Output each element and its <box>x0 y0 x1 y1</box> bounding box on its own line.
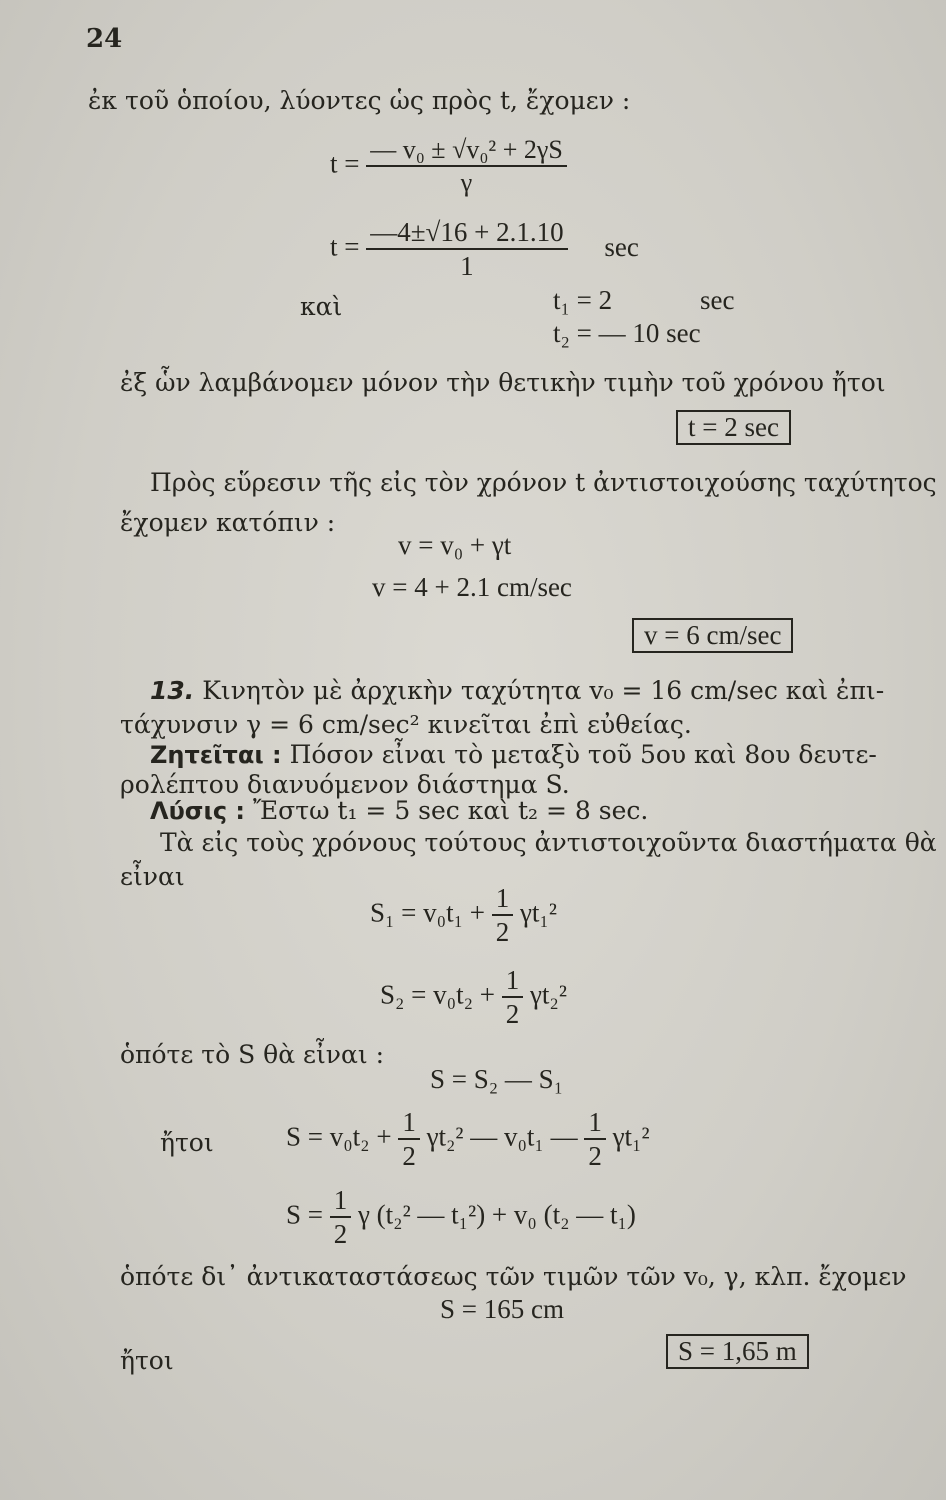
problem-line-1 <box>150 676 884 705</box>
result-v-box: v = 6 cm/sec <box>632 618 793 653</box>
equation-part-1: S = v₀t₂ + <box>286 1121 392 1152</box>
positive-value-line: ἐξ ὧν λαμβάνομεν μόνον τὴν θετικὴν τιμὴν τοῦ χρόνου ἤτοι <box>120 368 886 397</box>
problem-number: 13. <box>150 676 195 705</box>
equation-part-3: γt₁² <box>612 1121 650 1152</box>
spaces-line-2: εἶναι <box>120 862 185 891</box>
problem-text-1: Κινητὸν μὲ ἀρχικὴν ταχύτητα v₀ = 16 cm/sec καὶ ἐπι- <box>202 676 885 705</box>
equation-part-2: γt₂² — v₀t₁ — <box>426 1121 578 1152</box>
fraction-numerator: 1 <box>330 1186 352 1218</box>
problem-line-2: τάχυνσιν γ = 6 cm/sec² κινεῖται ἐπὶ εὐθείας. <box>120 710 692 739</box>
question-line-2: ρολέπτου διανυόμενον διάστημα S. <box>120 770 570 799</box>
intro-line: ἐκ τοῦ ὁποίου, λύοντες ὡς πρὸς t, ἔχομεν : <box>88 86 631 115</box>
fraction-half <box>584 1108 606 1171</box>
spaces-line-1: Τὰ εἰς τοὺς χρόνους τούτους ἀντιστοιχοῦντα διαστήματα θὰ <box>160 828 937 857</box>
equation-s-difference: S = S₂ — S₁ <box>430 1064 564 1094</box>
question-line-1 <box>150 740 877 769</box>
fraction-numerator: — v₀ ± √v₀² + 2γS <box>366 136 567 167</box>
equation-s2 <box>380 966 567 1029</box>
equation-s-expanded <box>286 1108 650 1171</box>
fraction <box>366 136 567 197</box>
equation-rhs: γt₁² <box>519 897 557 928</box>
velocity-intro-line-2: ἔχομεν κατόπιν : <box>120 508 336 537</box>
itoi-label-1: ἤτοι <box>160 1128 214 1157</box>
page-number: 24 <box>86 24 123 54</box>
t1-equation: t₁ = 2 <box>553 285 613 315</box>
fraction-half <box>398 1108 420 1171</box>
fraction-numerator: —4±√16 + 2.1.10 <box>366 218 567 250</box>
fraction-numerator: 1 <box>492 884 514 916</box>
fraction-numerator: 1 <box>584 1108 606 1140</box>
fraction-half <box>502 966 524 1029</box>
equation-v-general: v = v₀ + γt <box>398 530 512 560</box>
solution-text: Ἔστω t₁ = 5 sec καὶ t₂ = 8 sec. <box>252 796 649 825</box>
equation-lhs: S₂ = v₀t₂ + <box>380 979 495 1010</box>
itoi-label-2: ἤτοι <box>120 1346 174 1375</box>
fraction-denominator: 2 <box>495 917 510 948</box>
fraction-denominator: 1 <box>460 251 474 282</box>
fraction-denominator: 2 <box>588 1141 602 1172</box>
unit-label: sec <box>604 231 639 262</box>
fraction-denominator: γ <box>460 168 473 198</box>
fraction-half <box>492 884 514 947</box>
fraction-numerator: 1 <box>502 966 524 998</box>
solution-label: Λύσις : <box>150 797 246 825</box>
equation-part-1: S = <box>286 1199 323 1230</box>
equation-t-numeric <box>330 218 639 281</box>
kai-label: καὶ <box>300 292 343 321</box>
t1-unit: sec <box>700 285 735 315</box>
question-label: Ζητεῖται : <box>150 741 282 769</box>
equation-lhs: t = <box>330 148 360 179</box>
fraction-numerator: 1 <box>398 1108 420 1140</box>
fraction-denominator: 2 <box>402 1141 416 1172</box>
equation-v-numeric: v = 4 + 2.1 cm/sec <box>372 572 572 602</box>
opote-line: ὁπότε τὸ S θὰ εἶναι : <box>120 1040 385 1069</box>
solution-line <box>150 796 648 825</box>
result-t-box: t = 2 sec <box>676 410 791 445</box>
equation-t-general <box>330 136 567 197</box>
fraction <box>366 218 567 281</box>
fraction-half <box>330 1186 352 1249</box>
equation-s-factored <box>286 1186 636 1249</box>
velocity-intro-line-1: Πρὸς εὕρεσιν τῆς εἰς τὸν χρόνον t ἀντιστοιχούσης ταχύτητος <box>150 468 937 497</box>
t2-equation: t₂ = — 10 sec <box>553 318 701 348</box>
equation-s-cm: S = 165 cm <box>440 1294 564 1324</box>
result-s-box: S = 1,65 m <box>666 1334 809 1369</box>
equation-lhs: S₁ = v₀t₁ + <box>370 897 485 928</box>
question-text-1: Πόσον εἶναι τὸ μεταξὺ τοῦ 5ου καὶ 8ου δευτε- <box>289 740 877 769</box>
equation-rhs: γt₂² <box>529 979 567 1010</box>
equation-lhs: t = <box>330 231 360 262</box>
fraction-denominator: 2 <box>505 999 520 1030</box>
substitution-line: ὁπότε δι᾽ ἀντικαταστάσεως τῶν τιμῶν τῶν v₀, γ, κλπ. ἔχομεν <box>120 1262 907 1291</box>
equation-part-2: γ (t₂² — t₁²) + v₀ (t₂ — t₁) <box>358 1199 636 1230</box>
fraction-denominator: 2 <box>333 1219 348 1250</box>
equation-s1 <box>370 884 557 947</box>
